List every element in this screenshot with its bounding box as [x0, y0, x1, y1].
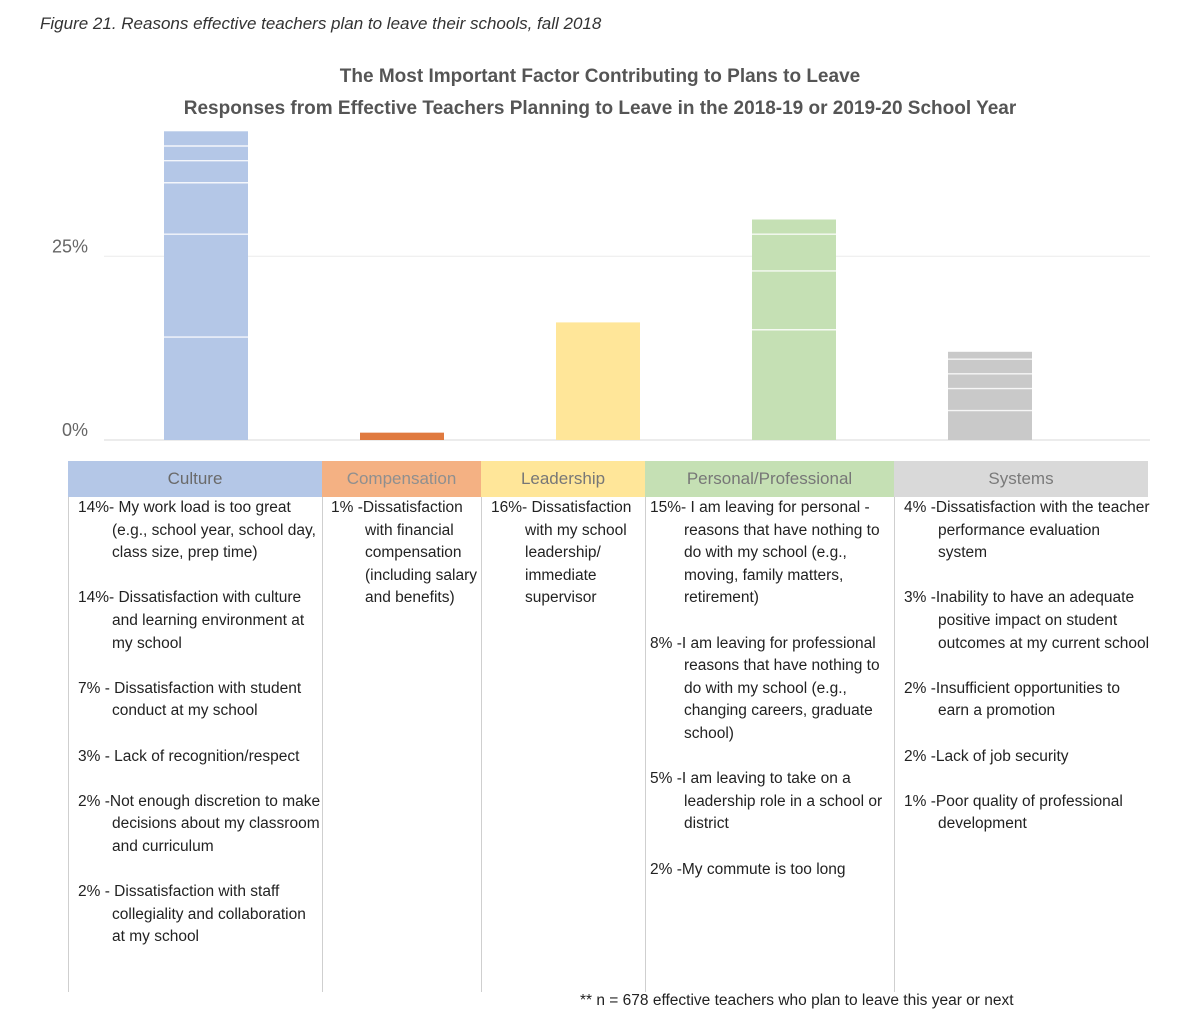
- bar-leadership: [556, 322, 640, 440]
- reason-item: 2% -Lack of job security: [904, 747, 1069, 765]
- reason-item: 2% -Insufficient opportunities to earn a promotion: [904, 679, 1120, 720]
- y-tick-label: 25%: [51, 236, 88, 257]
- reason-item: 2% -My commute is too long: [650, 860, 846, 878]
- reason-item: 7% - Dissatisfaction with student conduct at my school: [78, 679, 302, 720]
- bar-fill: [360, 433, 444, 440]
- column-compensation: [331, 497, 481, 633]
- reason-item: 3% -Inability to have an adequate positive impact on student outcomes at my current school: [904, 589, 1150, 652]
- chart-subtitle: Responses from Effective Teachers Planning to Leave in the 2018-19 or 2019-20 School Year: [183, 98, 1017, 119]
- y-tick-label: 0%: [61, 420, 88, 440]
- bar-chart: [0, 120, 1200, 460]
- column-divider: [645, 497, 646, 992]
- bar-fill: [948, 352, 1032, 440]
- category-band-systems: Systems: [894, 461, 1148, 497]
- category-band-personal-professional: Personal/Professional: [645, 461, 894, 497]
- reason-item: 14%- My work load is too great (e.g., school year, school day, class size, prep time): [78, 499, 316, 562]
- reason-item: 8% -I am leaving for professional reasons that have nothing to do with my school (e.g., changing careers, graduate school): [650, 634, 880, 742]
- figure-caption: Figure 21. Reasons effective teachers plan to leave their schools, fall 2018: [40, 14, 602, 33]
- reason-item: 3% - Lack of recognition/respect: [78, 747, 300, 765]
- reason-item: 14%- Dissatisfaction with culture and learning environment at my school: [78, 589, 305, 652]
- column-culture: [78, 497, 322, 971]
- footnote: ** n = 678 effective teachers who plan to leave this year or next: [580, 992, 1014, 1009]
- category-band-leadership: Leadership: [481, 461, 645, 497]
- chart-title: The Most Important Factor Contributing to Plans to Leave: [339, 66, 861, 87]
- column-divider: [68, 497, 69, 992]
- reason-item: 2% -Not enough discretion to make decisions about my classroom and curriculum: [78, 792, 321, 855]
- column-divider: [894, 497, 895, 992]
- reason-item: 4% -Dissatisfaction with the teacher performance evaluation system: [904, 499, 1150, 562]
- reason-item: 5% -I am leaving to take on a leadership role in a school or district: [650, 770, 883, 833]
- column-divider: [481, 497, 482, 992]
- bar-compensation: [360, 433, 444, 440]
- reason-item: 2% - Dissatisfaction with staff collegiality and collaboration at my school: [78, 883, 306, 946]
- reason-item: 15%- I am leaving for personal -reasons that have nothing to do with my school (e.g., moving, family matters, retirement): [650, 499, 880, 607]
- category-band-culture: Culture: [68, 461, 322, 497]
- column-personal-professional: [650, 497, 896, 904]
- column-divider: [322, 497, 323, 992]
- bar-systems: [948, 352, 1032, 440]
- reason-item: 16%- Dissatisfaction with my school leadership/ immediate supervisor: [491, 499, 632, 607]
- bar-personal-professional: [752, 220, 836, 441]
- category-band-compensation: Compensation: [322, 461, 481, 497]
- bar-culture: [164, 131, 248, 440]
- column-systems: [904, 497, 1150, 859]
- bar-fill: [556, 322, 640, 440]
- column-leadership: [491, 497, 645, 633]
- reason-item: 1% -Poor quality of professional development: [904, 792, 1123, 833]
- bar-fill: [164, 131, 248, 440]
- reason-item: 1% -Dissatisfaction with financial compensation (including salary and benefits): [331, 499, 477, 607]
